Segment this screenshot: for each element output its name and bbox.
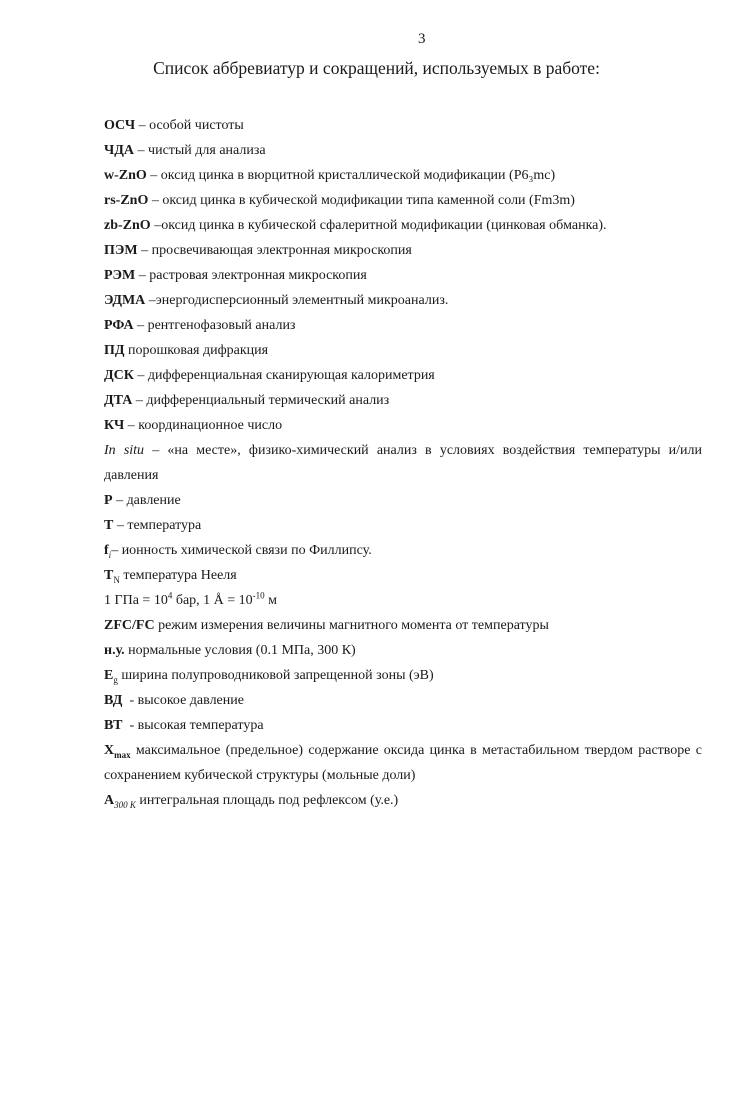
page-title: Список аббревиатур и сокращений, используемых в работе: <box>153 58 600 78</box>
abbreviation-term: T <box>104 518 114 533</box>
abbreviation-definition: - высокая температура <box>122 718 264 733</box>
abbreviation-definition: нормальные условия (0.1 МПа, 300 К) <box>124 643 356 658</box>
abbreviation-definition: – оксид цинка в вюрцитной кристаллической модификации (P6₃mc) <box>146 168 556 183</box>
abbreviation-definition: – растровая электронная микроскопия <box>135 268 367 283</box>
abbreviation-definition: режим измерения величины магнитного момента от температуры <box>154 618 549 633</box>
abbreviation-entry-zb-zno <box>104 213 702 238</box>
abbreviation-term: ДТА <box>104 393 133 408</box>
abbreviation-term: ПД <box>104 343 125 358</box>
abbreviation-entry-tn <box>104 563 702 588</box>
abbreviation-entry-w-zno <box>104 163 702 188</box>
abbreviation-subscript: g <box>113 674 118 685</box>
abbreviation-entry-pd <box>104 338 702 363</box>
abbreviation-entry-dsk <box>104 363 702 388</box>
abbreviation-list <box>104 113 702 813</box>
abbreviation-entry-vd <box>104 688 702 713</box>
abbreviation-definition: максимальное (предельное) содержание оксида цинка в метастабильном твердом растворе с сохранением кубической структуры (мольные доли) <box>104 743 702 783</box>
page-number: 3 <box>418 31 426 47</box>
abbreviation-entry-eg <box>104 663 702 688</box>
abbreviation-definition: порошковая дифракция <box>124 343 269 358</box>
abbreviation-entry-fi <box>104 538 702 563</box>
abbreviation-definition: – температура <box>113 518 202 533</box>
abbreviation-entry-xmax <box>104 738 702 788</box>
abbreviation-term: ЧДА <box>104 143 135 158</box>
abbreviation-entry-dta <box>104 388 702 413</box>
abbreviation-definition: – давление <box>112 493 181 508</box>
abbreviation-definition: интегральная площадь под рефлексом (у.е.) <box>135 793 399 808</box>
abbreviation-definition: температура Нееля <box>119 568 237 583</box>
abbreviation-term: КЧ <box>104 418 125 433</box>
abbreviation-definition: –оксид цинка в кубической сфалеритной модификации (цинковая обманка). <box>150 218 607 233</box>
abbreviation-definition: – «на месте», физико-химический анализ в условиях воздействия температуры и/или давления <box>104 443 702 483</box>
abbreviation-term: A <box>104 793 115 808</box>
abbreviation-entry-a300k <box>104 788 702 813</box>
abbreviation-subscript: max <box>114 749 131 760</box>
abbreviation-entry-p <box>104 488 702 513</box>
abbreviation-term: н.у. <box>104 643 125 658</box>
abbreviation-entry-kch <box>104 413 702 438</box>
abbreviation-entry-rs-zno <box>104 188 702 213</box>
abbreviation-term: ДСК <box>104 368 134 383</box>
units-text: бар, 1 Å = 10 <box>172 593 253 608</box>
abbreviation-definition: – дифференциальный термический анализ <box>132 393 390 408</box>
abbreviation-entry-edma <box>104 288 702 313</box>
abbreviation-term: E <box>104 668 114 683</box>
units-superscript: -10 <box>252 590 265 601</box>
abbreviation-entry-pem <box>104 238 702 263</box>
abbreviation-subscript: i <box>108 549 112 560</box>
abbreviation-subscript: N <box>113 574 120 585</box>
abbreviation-definition: – оксид цинка в кубической модификации типа каменной соли (Fm3m) <box>148 193 575 208</box>
abbreviation-term: rs-ZnO <box>104 193 149 208</box>
units-text: м <box>264 593 278 608</box>
abbreviation-entry-t <box>104 513 702 538</box>
units-conversion-line <box>104 588 702 613</box>
abbreviation-term: In situ <box>104 443 145 458</box>
abbreviation-entry-zfc-fc <box>104 613 702 638</box>
abbreviation-entry-rem <box>104 263 702 288</box>
abbreviation-definition: – дифференциальная сканирующая калориметрия <box>133 368 435 383</box>
abbreviation-term: f <box>104 543 109 558</box>
abbreviation-term: ВТ <box>104 718 123 733</box>
abbreviation-term: ВД <box>104 693 123 708</box>
abbreviation-term: ЭДМА <box>104 293 146 308</box>
abbreviation-term: P <box>104 493 113 508</box>
abbreviation-term: zb-ZnO <box>104 218 151 233</box>
abbreviation-term: T <box>104 568 114 583</box>
abbreviation-definition: – ионность химической связи по Филлипсу. <box>111 543 372 558</box>
abbreviation-definition: – рентгенофазовый анализ <box>133 318 296 333</box>
abbreviation-definition: – особой чистоты <box>135 118 244 133</box>
abbreviation-term: ZFC/FC <box>104 618 155 633</box>
abbreviation-term: w-ZnO <box>104 168 147 183</box>
abbreviation-definition: - высокое давление <box>122 693 244 708</box>
units-text: 1 ГПа = 10 <box>104 593 168 608</box>
abbreviation-definition: – просвечивающая электронная микроскопия <box>137 243 412 258</box>
units-superscript: 4 <box>167 590 173 601</box>
abbreviation-entry-osch <box>104 113 702 138</box>
abbreviation-definition: – чистый для анализа <box>134 143 266 158</box>
abbreviation-entry-vt <box>104 713 702 738</box>
abbreviation-definition: –энергодисперсионный элементный микроанализ. <box>145 293 449 308</box>
abbreviation-term: ОСЧ <box>104 118 136 133</box>
abbreviation-term: X <box>104 743 115 758</box>
abbreviation-entry-in-situ <box>104 438 702 488</box>
abbreviation-term: ПЭМ <box>104 243 138 258</box>
abbreviation-definition: – координационное число <box>124 418 283 433</box>
abbreviation-entry-chda <box>104 138 702 163</box>
abbreviation-entry-nu <box>104 638 702 663</box>
abbreviation-subscript: 300 K <box>114 799 136 810</box>
abbreviation-entry-rfa <box>104 313 702 338</box>
abbreviation-definition: ширина полупроводниковой запрещенной зоны (эВ) <box>117 668 434 683</box>
abbreviation-term: РФА <box>104 318 134 333</box>
abbreviation-term: РЭМ <box>104 268 136 283</box>
